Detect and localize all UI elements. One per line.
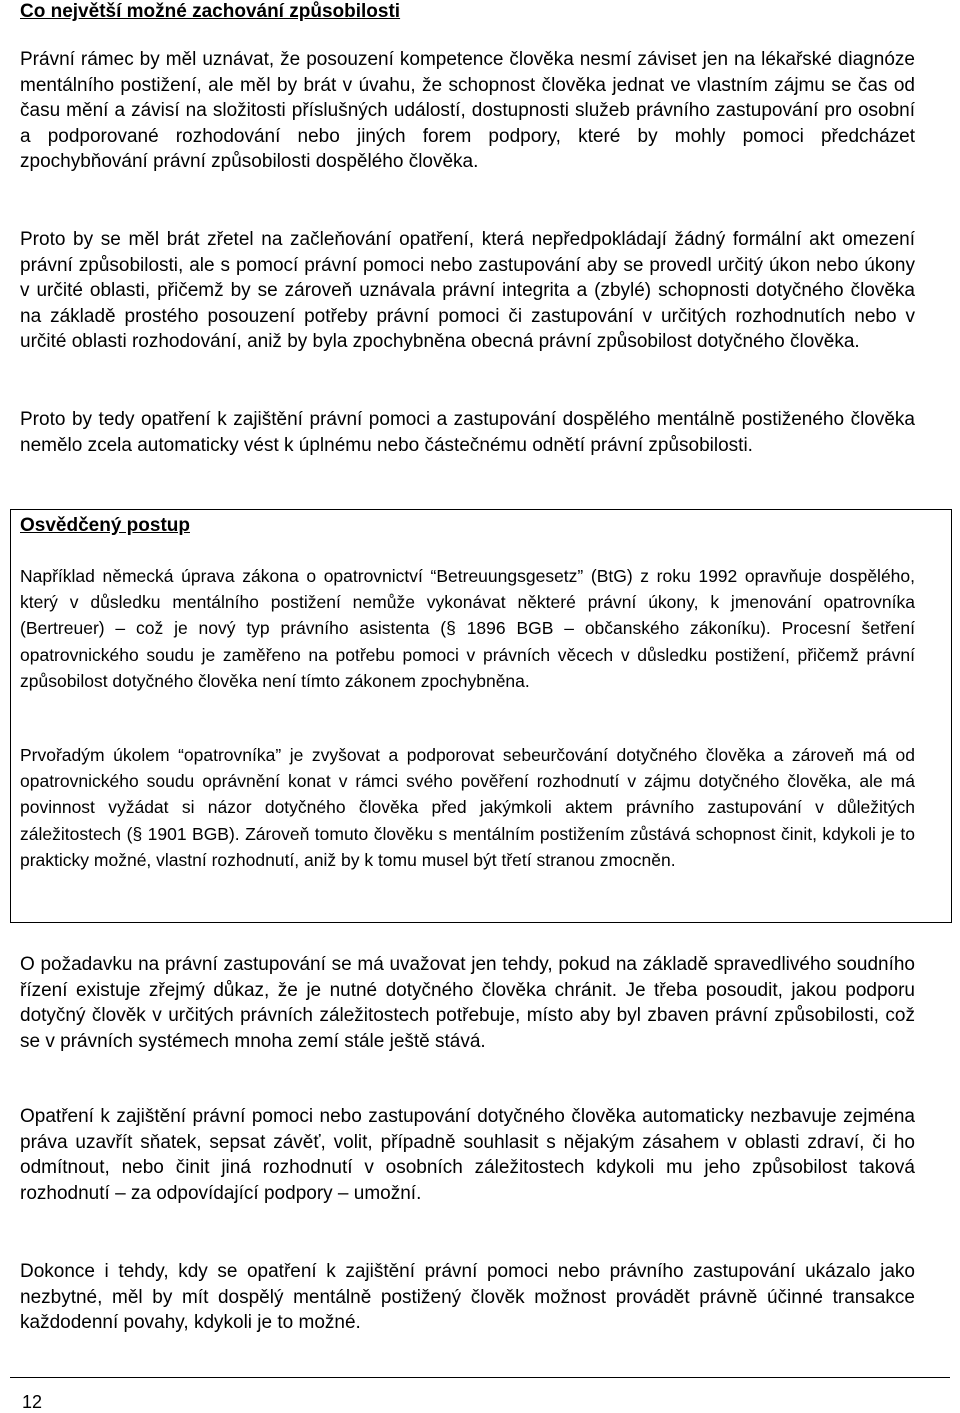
paragraph-personal-rights: Opatření k zajištění právní pomoci nebo zastupování dotyčného člověka automaticky nezbavuje zejména práva uzavřít sňatek, sepsat závěť, volit, případně souhlasit s nějakým zásahem v oblasti zdraví, či ho odmítnout, nebo činit jiná rozhodnutí v osobních záležitostech kdykoli mu jeho způsobilost taková rozhodnutí – za odpovídající podpory – umožní. xyxy=(20,1106,915,1204)
footer-rule xyxy=(10,1377,950,1378)
best-practice-heading: Osvědčený postup xyxy=(20,515,190,536)
best-practice-paragraph-btg: Například německá úprava zákona o opatrovnictví “Betreuungsgesetz” (BtG) z roku 1992 opravňuje dospělého, který v důsledku mentálního postižení nemůže vykonávat některé právní úkony, k jmenování opatrovníka (Bertreuer) – což je nový typ právního asistenta (§ 1896 BGB – občanského zákoníku). Procesní šetření opatrovnického soudu je zaměřeno na potřebu pomoci v právních věcech v důsledku postižení, přičemž právní způsobilost dotyčného člověka není tímto zákonem zpochybněna. xyxy=(20,566,915,691)
paragraph-everyday-transactions: Dokonce i tehdy, kdy se opatření k zajištění právní pomoci nebo právního zastupování ukázalo jako nezbytné, měl by mít dospělý mentálně postižený člověk možnost provádět právně účinné transakce každodenní povahy, kdykoli je to možné. xyxy=(20,1261,915,1333)
paragraph-conclusion: Proto by tedy opatření k zajištění právní pomoci a zastupování dospělého mentálně postiženého člověka nemělo zcela automaticky vést k úplnému nebo částečnému odnětí právní způsobilosti. xyxy=(20,409,915,456)
paragraph-measures: Proto by se měl brát zřetel na začleňování opatření, která nepředpokládají žádný formální akt omezení právní způsobilosti, ale s pomocí právní pomoci nebo zastupování aby se provedl určitý úkon nebo úkony v určité oblasti, přičemž by se zároveň uznávala právní integrita a (zbylé) schopnosti dotyčného člověka na základě prostého posouzení potřeby právní pomoci či zastupování v určitých rozhodnutích nebo v určité oblasti rozhodování, aniž by byla zpochybněna obecná právní způsobilost dotyčného člověka. xyxy=(20,229,915,352)
paragraph-legal-representation: O požadavku na právní zastupování se má uvažovat jen tehdy, pokud na základě spravedlivého soudního řízení existuje zřejmý důkaz, že je nutné dotyčného člověka chránit. Je třeba posoudit, jakou podporu dotyčný člověk v určitých právních záležitostech potřebuje, místo aby byl zbaven právní způsobilosti, což se v právních systémech mnoha zemí stále ještě stává. xyxy=(20,954,915,1052)
best-practice-paragraph-guardian: Prvořadým úkolem “opatrovníka” je zvyšovat a podporovat sebeurčování dotyčného člověka a zároveň má od opatrovnického soudu oprávnění konat v rámci svého pověření rozhodnutí v zájmu dotyčného člověka, ale má povinnost vyžádat si názor dotyčného člověka před jakýmkoli aktem právního zastupování v důležitých záležitostech (§ 1901 BGB). Zároveň tomuto člověku s mentálním postižením zůstává schopnost činit, kdykoli je to prakticky možné, vlastní rozhodnutí, aniž by k tomu musel být třetí stranou zmocněn. xyxy=(20,745,915,870)
page-number: 12 xyxy=(22,1392,43,1412)
paragraph-legal-framework: Právní rámec by měl uznávat, že posouzení kompetence člověka nesmí záviset jen na lékařské diagnóze mentálního postižení, ale měl by brát v úvahu, že schopnost člověka jednat ve vlastním zájmu se čas od času mění a závisí na složitosti příslušných událostí, dostupnosti služeb právního zastupování pro osobní a podporované rozhodování nebo jiných forem podpory, které by mohly pomoci předcházet zpochybňování právní způsobilosti dospělého člověka. xyxy=(20,49,915,172)
page-title: Co největší možné zachování způsobilosti xyxy=(20,1,401,22)
